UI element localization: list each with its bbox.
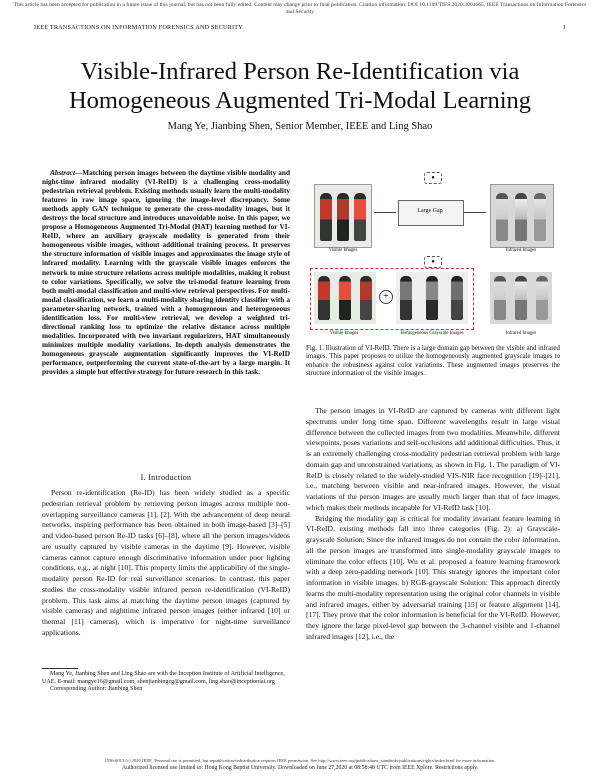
footnote-affiliation: Mang Ye, Jianbing Shen and Ling Shao are with the Inception Institute of Artificial Intelligence, UAE. E-mail: mangye16@gmail.com, shenjianbingcg@gmail.com, ling.shao@inceptioniai.org	[42, 671, 285, 685]
person-image	[496, 193, 508, 241]
person-image	[515, 276, 527, 320]
footnote	[42, 671, 290, 694]
journal-name: IEEE TRANSACTIONS ON INFORMATION FORENSICS AND SECURITY	[34, 24, 243, 31]
person-image	[451, 276, 463, 320]
person-image	[337, 193, 349, 241]
camera-icon: ●	[424, 256, 442, 268]
person-image	[318, 276, 330, 320]
intro-paragraph: Person re-identification (Re-ID) has been widely studied as a specific pedestrian retrieval problem by retrieving person images across multiple non-overlapping surveillance cameras [1], [2]. With the advancement of deep neural networks, inspiring performance has been obtained in both image-based [3]–[5] and video-based person Re-ID tasks [6]–[8], where all the person images/videos are usually captured by visible cameras in the daytime [9]. However, visible cameras cannot capture enough discriminative information under poor lighting conditions, e.g., at night [10]. This property limits the applicability of the single-modality person Re-ID for real surveillance scenarios. In contrast, this paper studies the cross-modality visible infrared person re-identification (VI-ReID) problem. This task aims at matching the daytime person images (captured by visible cameras) and nighttime infrared person images (either infrared [10] or thermal [11] cameras), which is imperative for night-time surveillance applications.	[42, 488, 290, 637]
section-heading-introduction: I. Introduction	[140, 473, 192, 482]
bottom-label-visible: Visible Images	[329, 331, 359, 336]
infrared-image-group-bottom	[490, 272, 552, 324]
figure-caption: Fig. 1. Illustration of VI-ReID. There is a large domain gap between the visible and infrared images. This paper proposes to utilize the homogeneously augmented grayscale images to enhance the robustness against color variations. These augmented images preserves the structure information of the visible images.	[306, 345, 560, 377]
person-image	[339, 276, 351, 320]
figure-1	[306, 170, 560, 342]
left-arrow-icon	[374, 212, 396, 213]
abstract-label: Abstract	[50, 169, 75, 177]
right-arrow-icon	[464, 212, 486, 213]
large-gap-label: Large Gap	[417, 208, 443, 214]
page-number: 1	[562, 24, 566, 31]
visible-image-group-bottom	[314, 272, 376, 324]
license-footer: 1556-6013 (c) 2020 IEEE. Personal use is permitted, but republication/redistribution requires IEEE permission. See http://www.ieee.org/publications_standards/publications/rights/index.html for more information.	[104, 758, 496, 763]
person-image	[426, 276, 438, 320]
person-image	[536, 276, 548, 320]
bottom-label-infrared: Infrared Images	[505, 331, 537, 336]
top-right-label: Infrared Images	[505, 248, 537, 253]
infrared-image-group-top	[490, 184, 554, 248]
running-header	[34, 24, 566, 31]
person-image	[354, 193, 366, 241]
right-column-text	[306, 406, 560, 643]
footnote-divider	[42, 668, 78, 669]
publication-notice: This article has been accepted for publication in a future issue of this journal, but has not been fully edited. Content may change prior to final publication. Citation information: DOI 10.1109/TIFS.2020.3001665, IEEE Transactions on Information Forensics and Security	[13, 2, 587, 15]
person-image	[515, 193, 527, 241]
paper-title: Visible-Infrared Person Re-Identification via Homogeneous Augmented Tri-Modal Learning	[68, 58, 532, 114]
abstract-text: —Matching person images between the daytime visible modality and night-time infrared modality (VI-ReID) is a challenging cross-modality pedestrian retrieval problem. Existing methods usually learn the multi-modality features in raw image space, ignoring the image-level discrepancy. Some methods apply GAN technique to generate the cross-modality images, but it destroys the local structure and introduces unavoidable noise. In this paper, we propose a Homogeneous Augmented Tri-Modal (HAT) learning method for VI-ReID, where an auxiliary grayscale modality is generated from their homogeneous visible images, without additional training process. It preserves the structure information of visible images and approximates the image style of infrared modality. Learning with the grayscale visible images enforces the network to mine structure relations across multiple modalities, making it robust to color variations. Specifically, we solve the tri-modal feature learning from both multi-modal classification and multi-view retrieval perspectives. For multi-modal classification, we learn a multi-modality sharing identity classifier with a parameter-sharing network, trained with a homogeneous and heterogeneous identification loss. For multi-view retrieval, we develop a weighted tri-directional ranking loss to optimize the relative distance across multiple modalities. Incorporated with two invariant regularizers, HAT simultaneously minimizes multiple modality variations. In-depth analysis demonstrates the homogeneous grayscale augmentation significantly improves the VI-ReID performance, outperforming the current state-of-the-art by a large margin. It provides a simple but effective strategy for future research in this task.	[42, 169, 290, 377]
authorized-use-footer: Authorized licensed use limited to: Hong Kong Baptist University. Downloaded on June 27,2020 at 08:58:48 UTC from IEEE Xplore. Restrictions apply.	[121, 765, 479, 771]
right-paragraph-2: Bridging the modality gap is critical for modality invariant feature learning in VI-ReID, existing methods fall into three categories (Fig. 2): a) Grayscale-grayscale Solution: Since the infrared images do not contain the color information, all the person images are transformed into single-modality grayscale images to eliminate the color effects [10]. Wu et al. proposed a feature learning framework with a deep zero-padding network [10]. This strategy ignores the important color information in visible images. b) RGB-grayscale Solution: This approach directly learns the multi-modality representation using the original color channels in visible and infrared images, either by adversarial training [15] or feature alignment [14], [17]. They prove that the color information is beneficial for the VI-ReID. However, they ignore the large pixel-level gap between the 3-channel visible and 1-channel infrared images [12], i.e., the	[306, 513, 560, 641]
visible-image-group-top	[314, 184, 372, 248]
plus-icon: +	[379, 290, 393, 304]
author-line: Mang Ye, Jianbing Shen, Senior Member, IEEE and Ling Shao	[167, 121, 433, 132]
bottom-label-grayscale: Homogeneous Grayscale Images	[400, 331, 464, 336]
footnote-corresponding: Corresponding Author: Jianbing Shen	[50, 686, 143, 693]
right-paragraph-1: The person images in VI-ReID are captured by cameras with different light spectrums under long time span. Different wavelengths result in large visual difference between the collected images from two modalities. Meanwhile, different viewpoints, poses variations and self-occlusions add additional difficulties. Thus, it is an extremely challenging cross-modality pedestrian retrieval problem with large domain gap and unconstrained variations, as shown in Fig. 1. The paradigm of VI-ReID is closely related to the widely-studied VIS-NIR face recognition [19]–[21], i.e., matching between visible and near-infrared images. However, the visual variations of the person images are usually much larger than that of face images, which makes their methods incapable for VI-ReID task [10].	[306, 406, 560, 512]
person-image	[360, 276, 372, 320]
top-left-label: Visible Images	[328, 248, 358, 253]
person-image	[320, 193, 332, 241]
camera-icon: ●	[424, 172, 442, 184]
person-image	[534, 193, 546, 241]
person-image	[400, 276, 412, 320]
abstract	[42, 169, 290, 377]
person-image	[494, 276, 506, 320]
grayscale-image-group	[396, 272, 468, 324]
